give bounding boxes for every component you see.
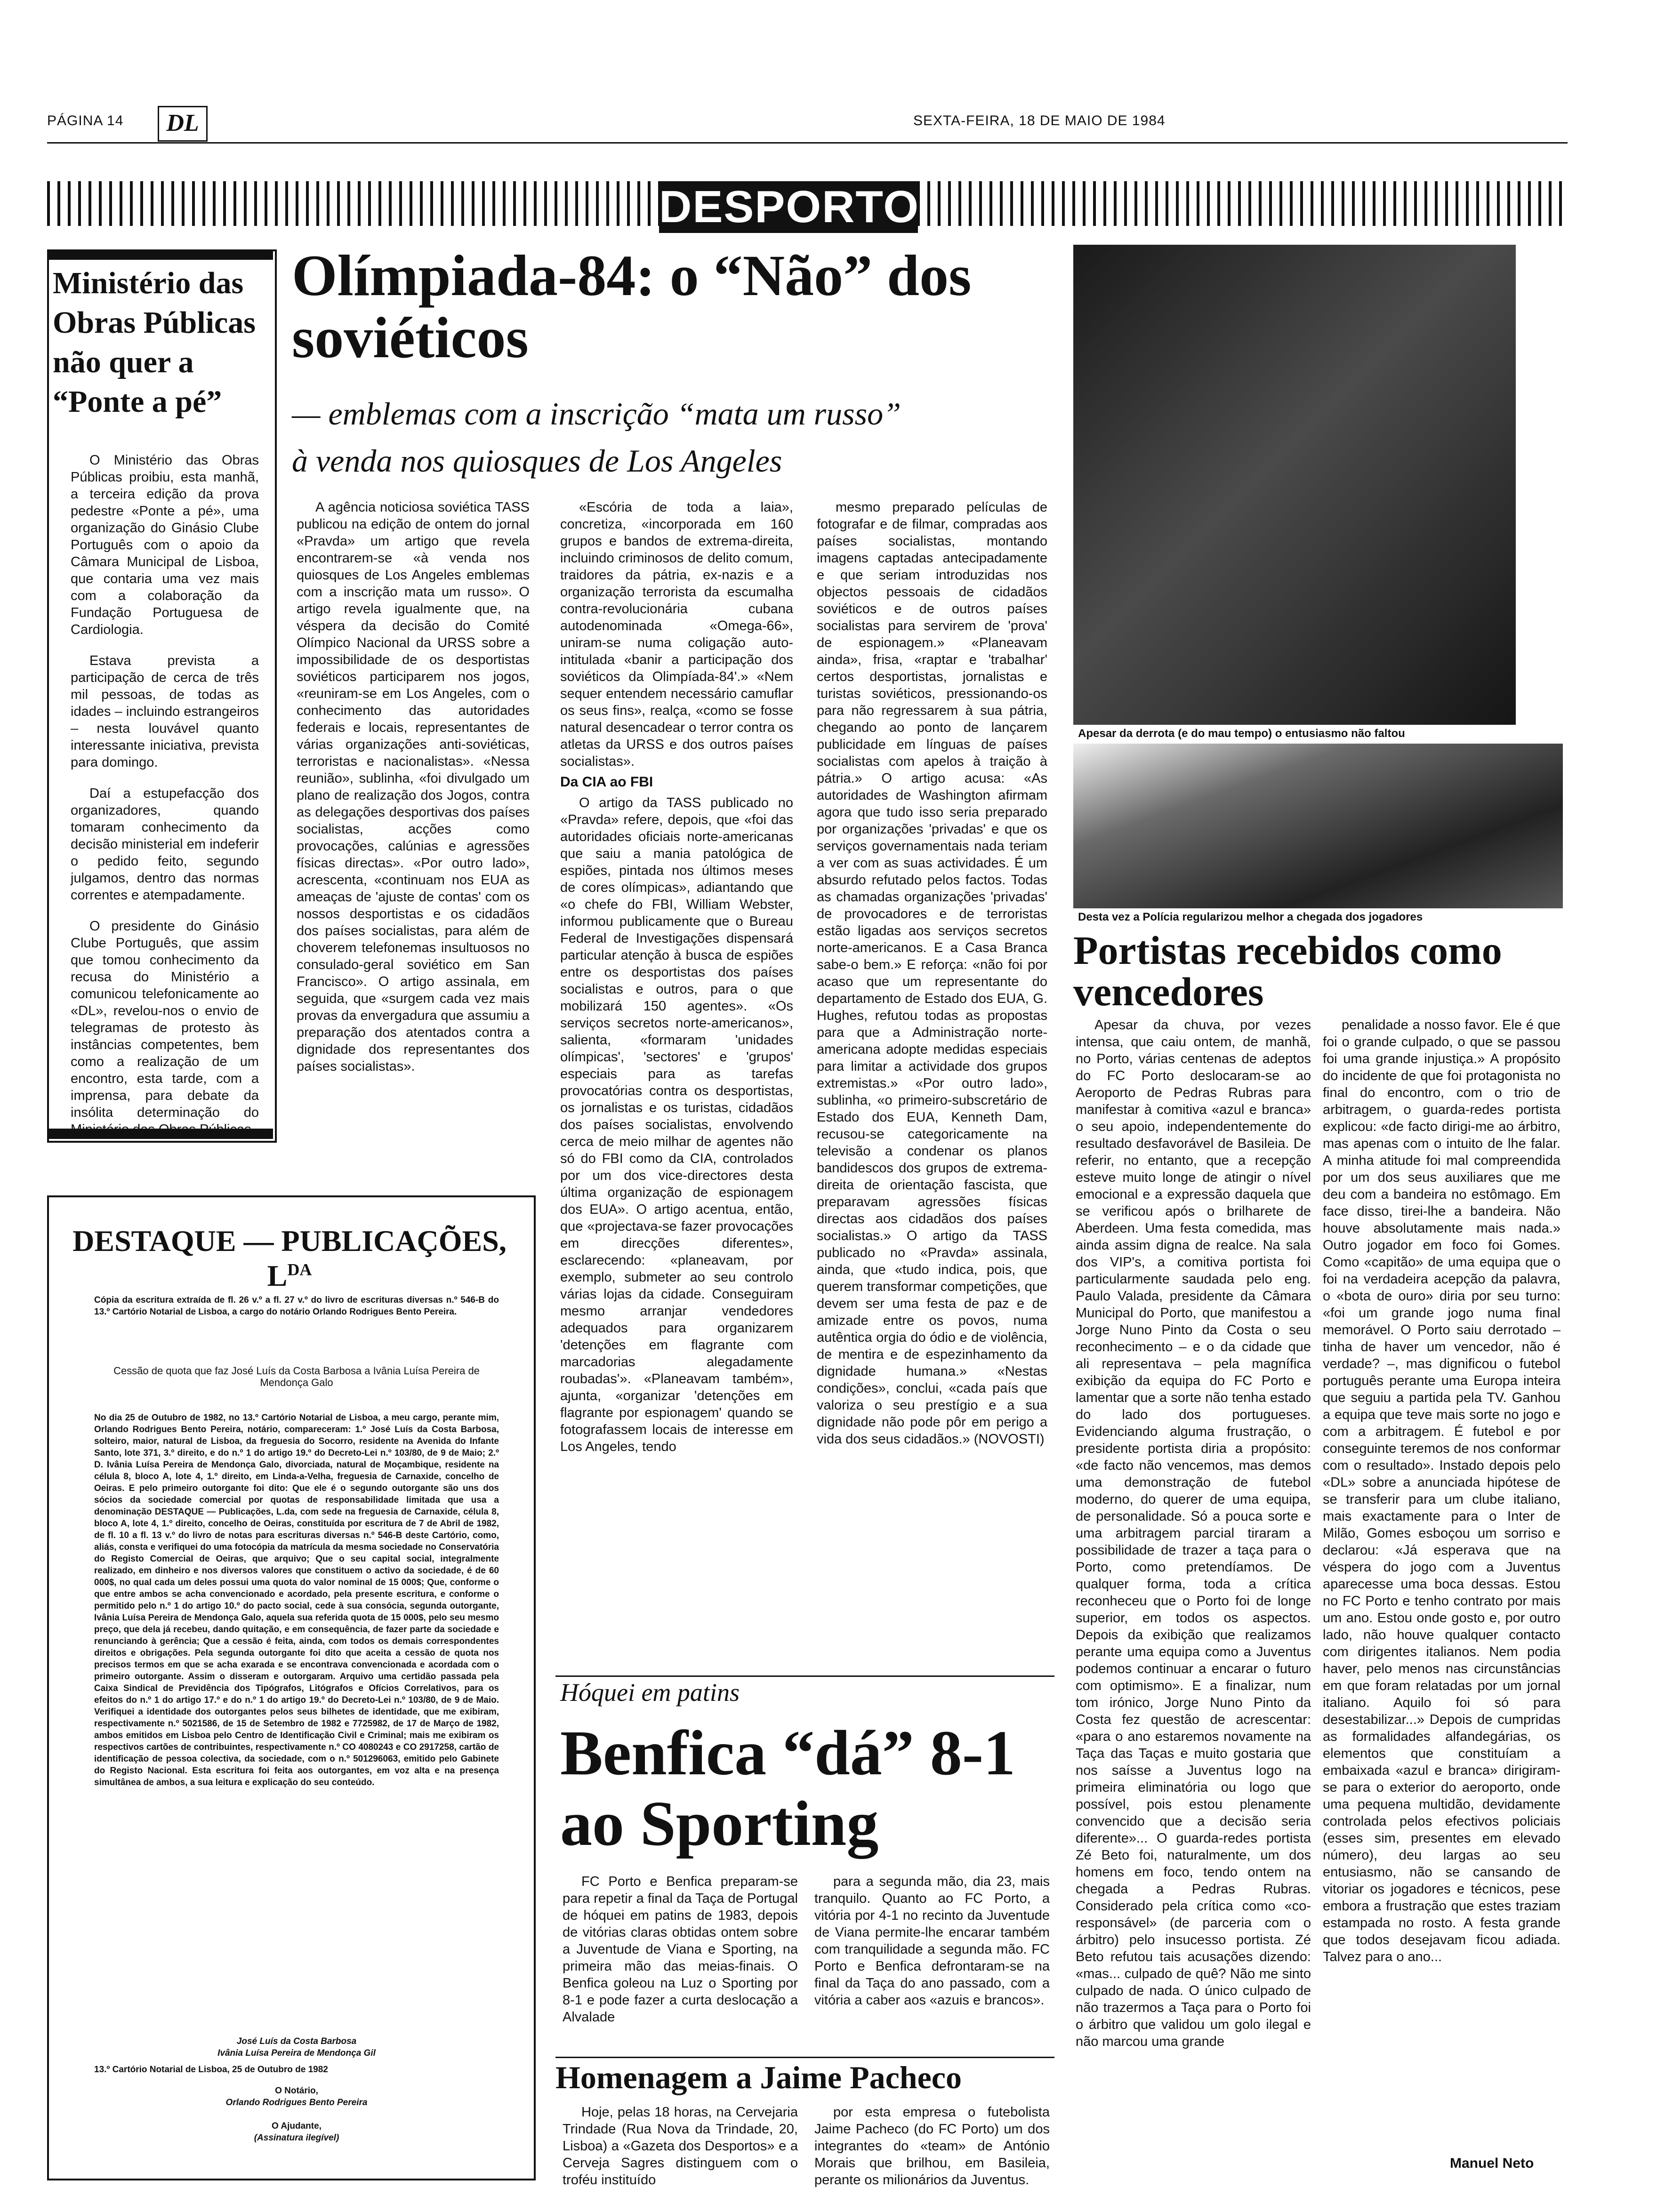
olympics-column-1 <box>297 499 530 1075</box>
sidebar-body <box>71 452 259 1138</box>
section-banner: DESPORTO <box>659 182 919 232</box>
article-text: A agência noticiosa soviética TASS publicou na edição de ontem do jornal «Pravda» um artigo que revela encontrarem-se «à venda nos quiosques de Los Angeles emblemas com a inscrição mata um russo». O artigo revela igualmente que, na véspera da decisão do Comité Olímpico Nacional da URSS sobre a impossibilidade de os desportistas soviéticos participarem nos jogos, «reuniram-se em Los Angeles, com o conhecimento das autoridades federais e locais, representantes de várias organizações anti-soviéticas, terroristas e nacionalistas». «Nessa reunião», sublinha, «foi divulgado um plano de realização dos Jogos, contra as delegações desportivas dos países socialistas, acções como provocações, calúnias e agressões físicas directas». «Por outro lado», acrescenta, «continuam nos EUA as ameaças de 'ajuste de contas' com os nossos desportistas e os cidadãos dos países socialistas, para além de choverem telefonemas insultuosos no consulado-geral soviético em San Francisco». O artigo assinala, em seguida, que «surgem cada vez mais provas da envergadura que assumiu a preparação dos atentados contra a dignidade dos representantes dos países socialistas». <box>297 500 530 1074</box>
article-text: por esta empresa o futebolista Jaime Pacheco (do FC Porto) um dos integrantes do «team» de António Morais que brilhou, em Basileia, perante os milionários da Juventus. <box>814 2105 1050 2188</box>
photo-fans <box>1073 245 1516 725</box>
olympics-column-2 <box>560 499 793 1455</box>
pacheco-rule <box>555 2057 1054 2058</box>
hockey-column-1 <box>563 1873 798 2026</box>
article-text: FC Porto e Benfica preparam-se para repetir a final da Taça de Portugal de hóquei em patins de 1983, depois de vitórias claras obtidas ontem sobre a Juventude de Viana e Sporting, na primeira mão das meias-finais. O Benfica goleou na Luz o Sporting por 8-1 e pode fazer a curta deslocação a Alvalade <box>563 1874 798 2025</box>
header-rule <box>47 142 1568 144</box>
porto-column-1 <box>1076 1017 1311 2050</box>
article-text: mesmo preparado películas de fotografar e de filmar, compradas aos países socialistas, montando imagens captadas antecipadamente e que seriam introduzidas nos objectos pessoais de cidadãos soviéticos e de outros países socialistas para servirem de 'prova' de espionagem.» «Planeavam ainda», frisa, «raptar e 'trabalhar' certos desportistas, jornalistas e turistas soviéticos, pressionando-os para não regressarem à sua pátria, chegando ao ponto de lançarem publicidade em línguas de países socialistas com apelos à traição à pátria.» O artigo acusa: «As autoridades de Washington afirmam agora que tudo isso seria preparado por organizações 'privadas' e que os serviços governamentais nada teriam a ver com as suas actividades. É um absurdo refutado pelos factos. Todas as chamadas organizações 'privadas' de provocadores e de terroristas estão ligadas aos serviços secretos norte-americanos. E a Casa Branca sabe-o bem.» E reforça: «não foi por acaso que um representante do departamento de Estado dos EUA, G. Hughes, refutou todas as propostas para que a Administração norte-americana adopte medidas especiais para limitar a actividade dos grupos extremistas.» «Por outro lado», sublinha, «o primeiro-subscretário de Estado dos EUA, Kenneth Dam, recusou-se categoricamente na televisão a condenar os planos bandidescos dos grupos de extrema-direita de orientação fascista, que preparavam agressões físicas directas aos cidadãos dos países socialistas.» O artigo da TASS publicado no «Pravda» assinala, ainda, que «tudo indica, pois, que querem transformar competições, que devem ser uma festa de paz e de amizade entre os povos, numa autêntica orgia do ódio e de violência, de mentira e de espezinhamento da dignidade humana.» «Nestas condições», conclui, «cada país que valoriza o seu prestígio e a sua dignidade não pode pôr em perigo a vida dos seus cidadãos.» (NOVOSTI) <box>817 500 1047 1447</box>
article-subhead: Da CIA ao FBI <box>560 774 653 790</box>
sidebar-bottombar <box>47 1129 273 1139</box>
photo-caption: Apesar da derrota (e do mau tempo) o entusiasmo não faltou <box>1078 727 1405 740</box>
photo-caption: Desta vez a Polícia regularizou melhor a chegada dos jogadores <box>1078 911 1423 923</box>
article-text: Hoje, pelas 18 horas, na Cervejaria Trindade (Rua Nova da Trindade, 20, Lisboa) a «Gazeta dos Desportos» e a Cerveja Sagres distinguem com o troféu instituído <box>563 2105 798 2188</box>
hockey-headline: Benfica “dá” 8-1 ao Sporting <box>560 1718 1016 1859</box>
legal-intro: Cópia da escritura extraída de fl. 26 v.º a fl. 27 v.º do livro de escrituras diversas n.º 546-B do 13.º Cartório Notarial de Lisboa, a cargo do notário Orlando Rodrigues Bento Pereira. <box>94 1295 499 1317</box>
pacheco-column-1 <box>563 2104 798 2188</box>
legal-assistant-name: (Assinatura ilegível) <box>254 2133 339 2143</box>
legal-notary-label: O Notário, <box>275 2086 318 2096</box>
olympics-column-3 <box>817 499 1047 1448</box>
hockey-kicker: Hóquei em patins <box>560 1678 740 1707</box>
sidebar-topbar <box>47 249 273 260</box>
article-text: «Escória de toda a laia», concretiza, «incorporada em 160 grupos e bandos de extrema-direita, incluindo criminosos de delito comum, traidores da pátria, ex-nazis e a organização terrorista da escumalha contra-revolucionária cubana autodenominada «Omega-66», uniram-se numa coligação auto-intitulada «banir a participação dos soviéticos da Olimpíada-84'.» «Nem sequer entendem necessário camuflar os seus fins», realça, «como se fosse natural desencadear o terror contra os atletas da URSS e dos outros países socialistas». <box>560 500 793 769</box>
sidebar-title: Ministério das Obras Públicas não quer a “Ponte a pé” <box>53 266 256 419</box>
porto-headline: Portistas recebidos como vencedores <box>1073 928 1502 1014</box>
article-text: penalidade a nosso favor. Ele é que foi o grande culpado, o que se passou foi uma grande injustiça.» A propósito do incidente de que foi protagonista no final do encontro, com o trio de arbitragem, o guarda-redes portista explicou: «de facto dirigi-me ao árbitro, mas apenas com o intuito de lhe falar. A minha atitude foi mal compreendida por um dos seus auxiliares que me deu com a bandeira no estômago. Em face disso, tirei-lhe a bandeira. Não houve absolutamente mais nada.» Outro jogador em foco foi Gomes. Como «capitão» de uma equipa que o foi na verdadeira acepção da palavra, o «bota de ouro» diria por seu turno: «foi um grande jogo numa final memorável. O Porto saiu derrotado – tinha de haver um vencedor, não é verdade? –, mas dignificou o futebol português perante uma Europa inteira que seguiu a partida pela TV. Ganhou a equipa que teve mais sorte no jogo e com a arbitragem. É futebol e por conseguinte teremos de nos conformar com o resultado». Instado depois pelo «DL» sobre a anunciada hipótese de se transferir para um clube italiano, mais exactamente para o Inter de Milão, Gomes esboçou um sorriso e declarou: «Já esperava que na véspera do jogo com a Juventus aparecesse uma boca dessas. Estou no FC Porto e tenho contrato por mais um ano. Estou onde gosto e, por outro lado, não houve qualquer contacto com dirigentes italianos. Nem podia haver, pelo menos nas circunstâncias em que foram relatadas por um jornal italiano. Aquilo foi só para desestabilizar...» Depois de cumpridas as formalidades alfandegárias, os elementos que constituíam a embaixada «azul e branca» dirigiram-se para o exterior do aeroporto, onde uma pequena multidão, devidamente controlada pelos efectivos policiais (esses sim, presentes em elevado número), deu largas ao seu entusiasmo, não se cansando de vitoriar os jogadores e técnicos, pese embora a frustração que estes traziam estampada no rosto. A festa grande que todos desejavam ficou adiada. Talvez para o ano... <box>1323 1018 1560 1964</box>
article-author: Manuel Neto <box>1450 2156 1534 2171</box>
hockey-column-2 <box>814 1873 1050 2009</box>
sidebar-paragraph: O presidente do Ginásio Clube Português, que assim que tomou conhecimento da recusa do Ministério a comunicou telefonicamente ao «DL», revelou-nos o envio de telegramas de protesto às instâncias competentes, bem como a realização de um encontro, esta tarde, com a imprensa, para debate da insólita determinação do <box>71 919 259 1120</box>
sidebar-paragraph: Daí a estupefacção dos organizadores, quando tomaram conhecimento da decisão ministerial em indeferir o pedido feito, segundo julgamos, dentro das normas correntes e atempadamente. <box>71 786 259 903</box>
olympics-headline: Olímpiada-84: o “Não” dos soviéticos <box>292 243 972 370</box>
legal-notary-name: Orlando Rodrigues Bento Pereira <box>225 2098 368 2108</box>
legal-cession: Cessão de quota que faz José Luís da Costa Barbosa a Ivânia Luísa Pereira de Mendonça Galo <box>113 1365 480 1388</box>
page-number: PÁGINA 14 <box>47 113 124 128</box>
sidebar-paragraph: Estava prevista a participação de cerca de três mil pessoas, de todas as idades – incluindo estrangeiros – nesta louvável quanto interessante iniciativa, prevista para domingo. <box>71 653 259 770</box>
legal-signature: José Luís da Costa Barbosa <box>236 2036 357 2046</box>
article-text: Apesar da chuva, por vezes intensa, que caiu ontem, de manhã, no Porto, várias centenas de adeptos do FC Porto deslocaram-se ao Aeroporto de Pedras Rubras para manifestar à comitiva «azul e branca» o seu apoio, independentemente do resultado desfavorável de Basileia. De referir, no entanto, que a recepção esteve muito longe de atingir o nível emocional e a expressão daquela que se verificou após o brilharete de Aberdeen. Uma festa comedida, mas ainda assim digna de realce. Na sala dos VIP's, a comitiva portista foi particularmente saudada pelo eng. Paulo Valada, presidente da Câmara Municipal do Porto, que manifestou a Jorge Nuno Pinto da Costa o seu reconhecimento – e o da cidade que ali representava – pela magnífica exibição da equipa do FC Porto e lamentar que a sorte não tenha estado do lado dos portugueses. Evidenciando alguma frustração, o presidente portista diria a propósito: «de facto não vencemos, mas demos uma demonstração de futebol moderno, do querer de uma equipa, de personalidade. Só a pouca sorte e uma arbitragem parcial tiraram a possibilidade de trazer a taça para o Porto, como pretendíamos. De qualquer forma, toda a crítica reconheceu que o Porto foi de longe superior, em todos os aspectos. Depois da exibição que realizamos perante uma equipa como a Juventus podemos continuar a encarar o futuro com optimismo». E a finalizar, num tom irónico, Jorge Nuno Pinto da Costa fez questão de acrescentar: «para o ano estaremos novamente na Taça das Taças e muito gostaria que nos saísse a Juventus logo na primeira eliminatória ou logo que possível, pois estou plenamente convencido que a decisão seria diferente»... O guarda-redes portista Zé Beto foi, naturalmente, um dos homens em foco, tendo ontem na chegada a Pedras Rubras. Considerado pela crítica como «co-responsável» (de parceria com o árbitro) pelo insucesso portista. Zé Beto refutou tais acusações dizendo: «mas... culpado de quê? Não me sinto culpado de nada. O único culpado de não trazermos a Taça para o Porto foi o árbitro que validou um golo ilegal e não marcou uma grande <box>1076 1018 1311 2049</box>
article-text: O artigo da TASS publicado no «Pravda» refere, depois, que «foi das autoridades oficiais norte-americanas que saiu a mania patológica de espiões, pintada nos últimos meses de cores olímpicas», adiantando que «o chefe do FBI, William Webster, informou publicamente que o Bureau Federal de Investigações dispensará particular atenção à busca de espiões entre os desportistas dos países socialistas e outros, para o que mobilizará 150 agentes». «Os serviços secretos norte-americanos», salienta, «formaram 'unidades olímpicas', 'sectores' e 'grupos' especiais para as tarefas provocatórias contra os desportistas, os jornalistas e os turistas, cidadãos dos países socialistas, envolvendo cerca de meio milhar de agentes não só do FBI como da CIA, controlados por um dos vice-directores desta última organização de espionagem dos EUA». O artigo acentua, então, que «projectava-se fazer provocações em direcções diferentes», esclarecendo: «planeavam, por exemplo, submeter ao seu controlo várias lojas da cidade. Conseguiram mesmo arranjar vendedores adequados para organizarem 'detenções em flagrante com marcadorias alegadamente roubadas'». «Planeavam também», ajunta, «organizar 'detenções em flagrante por espionagem' quando se fotografassem locais de interesse em Los Angeles, tendo <box>560 795 793 1454</box>
sidebar-paragraph: O Ministério das Obras Públicas proibiu, esta manhã, a terceira edição da prova pedestre «Ponte a pé», uma organização do Ginásio Clube Português com o apoio da Câmara Municipal de Lisboa, que contaria uma vez mais com a colaboração da Fundação Portuguesa de Cardiologia. <box>71 453 259 637</box>
legal-title-sup: DA <box>287 1260 312 1279</box>
legal-assistant-label: O Ajudante, <box>272 2121 322 2131</box>
article-text: para a segunda mão, dia 23, mais tranquilo. Quanto ao FC Porto, a vitória por 4-1 no recinto da Juventude de Viana permite-lhe encarar também com tranquilidade a segunda mão. FC Porto e Benfica defrontaram-se na final da Taça do ano passado, com a vitória a caber aos «azuis e brancos». <box>814 1874 1050 2008</box>
olympics-subheadline: à venda nos quiosques de Los Angeles <box>292 443 782 479</box>
legal-title-text: DESTAQUE — PUBLICAÇÕES, L <box>72 1224 507 1292</box>
olympics-subheadline: — emblemas com a inscrição “mata um russo” <box>292 396 901 432</box>
page-date: SEXTA-FEIRA, 18 DE MAIO DE 1984 <box>913 113 1166 128</box>
porto-column-2 <box>1323 1017 1560 1965</box>
pacheco-column-2 <box>814 2104 1050 2188</box>
newspaper-logo: DL <box>158 106 208 142</box>
legal-signature: Ivânia Luísa Pereira de Mendonça Gil <box>217 2048 376 2058</box>
hockey-rule <box>555 1675 1054 1677</box>
legal-title <box>56 1224 523 1293</box>
pacheco-headline: Homenagem a Jaime Pacheco <box>555 2060 962 2095</box>
legal-body: No dia 25 de Outubro de 1982, no 13.º Cartório Notarial de Lisboa, a meu cargo, perante mim, Orlando Rodrigues Bento Pereira, notário, compareceram: 1.º José Luís da Costa Barbosa, solteiro, maior, natural de Lisboa, da freguesia do Socorro, residente na Avenida do Infante Santo, lote 371, 3.º direito, e do n.º 1 do artigo 19.º do Decreto-Lei n.º 103/80, de 9 de Maio; 2.º D. Ivânia Luísa Pereira de Mendonça Galo, divorciada, natural de Moçambique, residente na célula 8, bloco A, lote 4, 1.º direito, em Linda-a-Velha, freguesia de Carnaxide, concelho de Oeiras. E pelo primeiro outorgante foi dito: Que ele é o segundo outorgante são uns dos sócios da sociedade comercial por quotas de responsabilidade limitada que usa a denominação DESTAQUE — Publicações, L.da, com sede na freguesia de Carnaxide, célula 8, bloco A, lote 4, 1.º direito, concelho de Oeiras, constituída por escritura de 7 de Abril de 1982, de fl. 10 a fl. 13 v.º do livro de notas para escrituras diversas n.º 546-B deste Cartório, como, aliás, consta e verifiquei do uma fotocópia da matrícula da mesma sociedade no Conservatória do Registo Comercial de Oeiras, que arquivo; Que o seu capital social, integralmente realizado, em dinheiro e nos diversos valores que constituem o activo da sociedade, é de 60 000$, no qual cada um deles possui uma quota do valor nominal de 15 000$; Que, conforme o que entre ambos se acha convencionado e acordado, pela presente escritura, e conforme o permitido pelo n.º 1 do artigo 10.º do pacto social, cede à sua consócia, segunda outorgante, Ivânia Luísa Pereira de Mendonça Galo, aquela sua referida quota de 15 000$, pelo seu mesmo preço, que dela já recebeu, dando quitação, e em consequência, de fazer parte da sociedade e renunciando à gerência; Que a cessão é feita, ainda, com todos os demais correspondentes direitos e obrigações. Pela segunda outorgante foi dito que aceita a cessão de quota nos precisos termos em que se acha exarada e se encontrava convencionada e acordada com o primeiro outorgante. Assim o disseram e outorgaram. Arquivo uma certidão passada pela Caixa Sindical de Previdência dos Tipógrafos, Litógrafos e Ofícios Correlativos, para os efeitos do n.º 1 do artigo 17.º e do n.º 1 do artigo 19.º do Decreto-Lei n.º 103/80, de 9 de Maio. Verifiquei a identidade dos outorgantes pelos seus bilhetes de identidade, que me exibiram, respectivamente n.º 5021586, de 15 de Setembro de 1982 e 7725982, de 17 de Março de 1982, ambos emitidos em Lisboa pelo Centro de Identificação Civil e Criminal; mais me exibiram os respectivos cartões de contribuintes, respectivamente n.º CO 4080243 e CO 2917258, cartão de identificação de pessoa colectiva, da sociedade, com o n.º 501296063, emitido pelo Gabinete do Registo Nacional. Esta escritura foi feita aos outorgantes, em voz alta e na presença simultânea de ambos, a sua leitura e explicação do seu conteúdo. <box>94 1413 499 1787</box>
legal-place-date: 13.º Cartório Notarial de Lisboa, 25 de Outubro de 1982 <box>94 2065 328 2075</box>
photo-players <box>1073 744 1563 908</box>
